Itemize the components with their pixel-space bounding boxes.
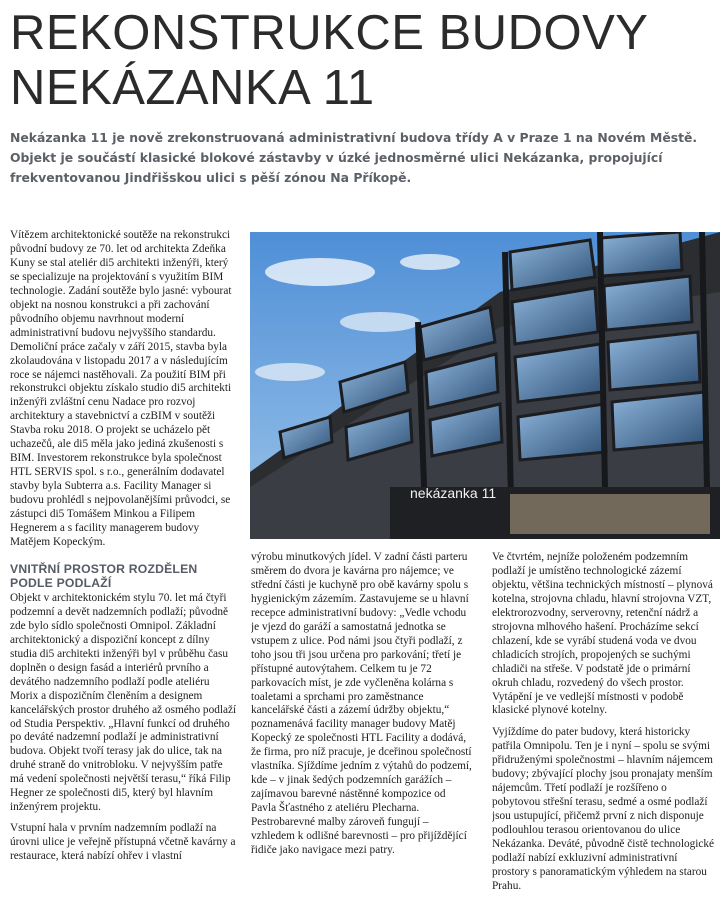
body-paragraph: Objekt v architektonickém stylu 70. let má čtyři podzemní a devět nadzemních podlaží; původně zde bylo sídlo společnosti Omnipol. Základní architektonický a dispoziční koncept z dílny studia di5 architekti inženýři byl v průběhu času doplněn o design fasád a interiérů prvního a devátého nadzemního podlaží podle ateliéru Morix a dispozičním členěním a designem kancelářských prostor druhého až osmého podlaží od Studia Perspektiv. „Hlavní funkcí od druhého po deváté nadzemní podlaží je administrativní budova. Objekt tvoří terasy jak do ulice, tak na druhé straně do vnitrobloku. V nejvyšším patře má vedení společnosti největší terasu,“ říká Filip Hegner ze společnosti di5, který byl hlavním inženýrem projektu. [10,591,237,814]
body-paragraph: výrobu minutkových jídel. V zadní části parteru směrem do dvora je kavárna pro nájemce; ve střední části je kuchyně pro obě kavárny spolu s hygienickým zázemím. Zastavujeme se u hlavní recepce administrativní budovy: „Vedle vchodu je vjezd do garáží a samostatná jednotka se vstupem z ulice. Pod námi jsou čtyři podlaží, z toho jsou tři jsou určena pro parkování; třetí je přístupné autovýtahem. Celkem tu je 72 parkovacích míst, je zde vyčleněna kolárna s toaletami a sprchami pro zaměstnance kancelářské části a zázemí údržby objektu,“ poznamenává facility manager budovy Matěj Kopecký ze společnosti HTL Facility a dodává, že firma, pro níž pracuje, je dceřinou společností vlastníka. Sjíždíme jedním z výtahů do podzemí, kde – v jinak šedých podzemních garážích – zajímavou barevné nástěnné kompozice od Pavla Šťastného z ateliéru Plecharna. Pestrobarevné malby zároveň fungují – vzhledem k odlišné barevnosti – pro přijíždějící řidiče jako navigace mezi patry. [251,551,472,857]
body-paragraph: Vyjíždíme do pater budovy, která historicky patřila Omnipolu. Ten je i nyní – spolu se svými přidruženými společnostmi – hlavním nájemcem budovy; zbývající plochy jsou pronajaty menším nájemcům. Třetí podlaží je rozšířeno o pobytovou střešní terasu, sedmé a osmé podlaží jsou ustupující, přičemž první z nich disponuje podlouhlou terasou orientovanou do ulice Nekázanka. Deváté, původně čistě technologické podlaží nabízí exkluzivní administrativní prostory s panoramatickým výhledem na starou Prahu. [492,726,715,891]
body-paragraph: Vstupní hala v prvním nadzemním podlaží na úrovni ulice je veřejně přístupná včetně kavárny a restaurace, která nabízí ohřev i vlastní [10,822,236,863]
lead-paragraph: Nekázanka 11 je nově zrekonstruovaná administrativní budova třídy A v Praze 1 na Novém Městě. Objekt je součástí klasické blokové zástavby v úzké jednosměrné ulici Nekázanka, propojující frekventovanou Jindřišskou ulici s pěší zónou Na Příkopě. [10,130,698,185]
body-paragraph: Ve čtvrtém, nejníže položeném podzemním podlaží je umístěno technologické zázemí objektu, většina technických místností – plynová kotelna, strojovna chladu, hlavní strojovna VZT, elektrorozvodny, serverovny, retenční nádrž a strojovna mlhového hašení. Procházíme sekcí chlazení, kde se vyrábí studená voda ve dvou chladicích strojích, propojených se suchými chladiči na střeše. V podstatě jde o primární okruh chladu, rozvedený do všech prostor. Vytápění je ve vedlejší místnosti v podobě klasické plynové kotelny. [492,551,713,717]
article-title-line-1: REKONSTRUKCE BUDOVY [10,6,649,60]
text-column-1 [10,229,239,895]
building-sign: nekázanka 11 [410,485,497,501]
article-title [10,6,710,116]
body-paragraph: Vítězem architektonické soutěže na rekonstrukci původní budovy ze 70. let od architekta Zdeňka Kuny se stal ateliér di5 architekti inženýři, který se specializuje na projektování s využitím BIM technologie. Zadání soutěže bylo jasné: vybourat objekt na nosnou konstrukci a při zachování původního objemu navrhnout moderní administrativní budovu nejvyššího standardu. Demoliční práce začaly v září 2015, stavba byla zkolaudována v listopadu 2017 a v následujícím roce se nájemci nastěhovali. Za použití BIM při rekonstrukci objektu získalo studio di5 architekti inženýři zvláštní cenu Nadace pro rozvoj architektury a stavebnictví a czBIM v soutěži Stavba roku 2018. O projekt se ucházelo pět uchazečů, ale di5 měla jako jediná zkušenosti s BIM. Investorem rekonstrukce byla společnost HTL SERVIS spol. s r.o., generálním dodavatel stavby byla Subterra a.s. Facility Manager si budovu prohlédl s nejpovolanějšími průvodci, se zástupci di5 Tomášem Minkou a Filipem Hegnerem a s facility managerem budovy Matějem Kopeckým. [10,229,232,548]
text-column-3 [492,551,716,891]
article-title-line-2: NEKÁZANKA 11 [10,61,375,115]
section-subheading: VNITŘNÍ PROSTOR ROZDĚLEN PODLE PODLAŽÍ [10,561,198,590]
text-column-2 [251,551,472,891]
building-facade-illustration [250,232,720,539]
building-photo [250,232,720,539]
